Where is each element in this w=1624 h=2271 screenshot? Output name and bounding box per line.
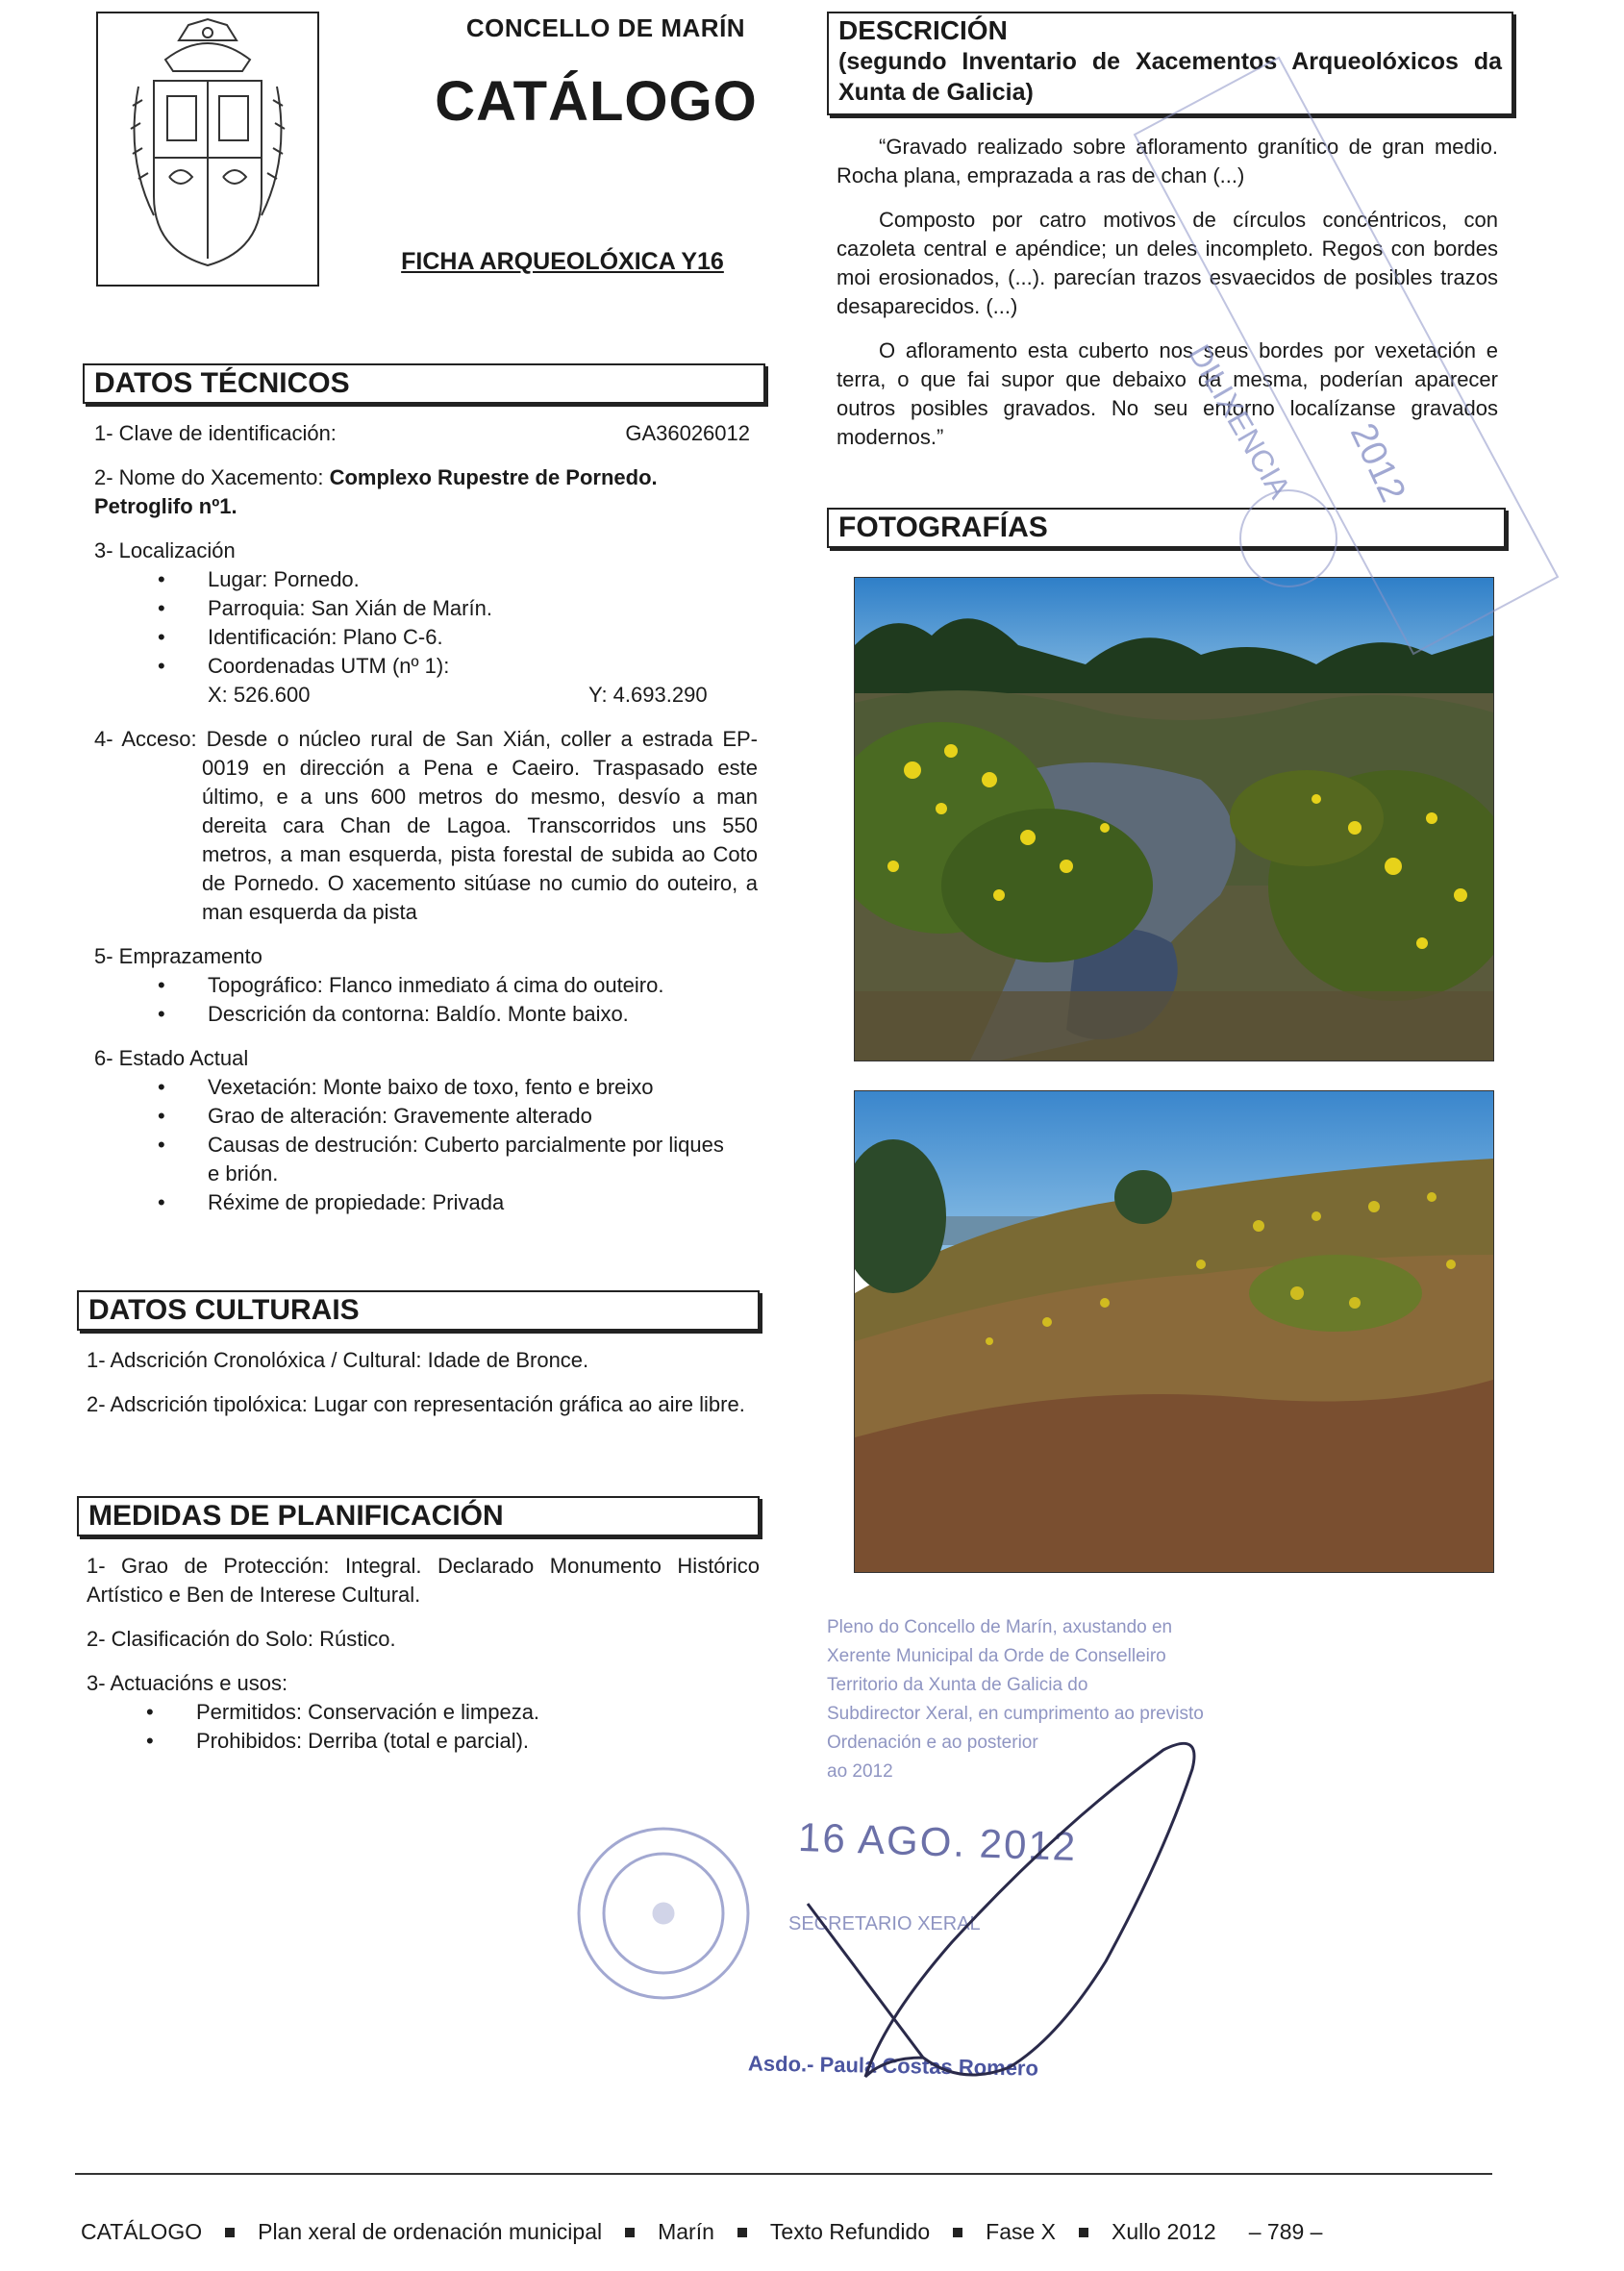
footer-item-marin: Marín: [658, 2219, 714, 2244]
footer-item-texto: Texto Refundido: [769, 2219, 931, 2244]
nome-value: Complexo Rupestre de Pornedo. Petroglifo nº1.: [94, 465, 658, 518]
descricion-heading: DESCRICIÓN: [838, 15, 1008, 45]
footer-item-catalogo: CATÁLOGO: [81, 2219, 203, 2244]
coordenadas: • Coordenadas UTM (nº 1):: [208, 652, 758, 681]
parroquia: • Parroquia: San Xián de Marín.: [208, 594, 758, 623]
stamp-secretario: SECRETARIO XERAL: [788, 1913, 981, 1934]
municipal-crest: [96, 12, 319, 287]
photo-rock-outcrop: [854, 577, 1494, 1061]
section-datos-culturais: DATOS CULTURAIS: [77, 1290, 760, 1331]
footer-separator-icon: [953, 2228, 962, 2237]
footer-item-plan: Plan xeral de ordenación municipal: [258, 2219, 603, 2244]
contorna: • Descrición da contorna: Baldío. Monte baixo.: [208, 1000, 758, 1029]
approval-stamp-text: [827, 1613, 1288, 1786]
estado-label: 6- Estado Actual: [94, 1046, 249, 1070]
footer-item-fase: Fase X: [986, 2219, 1057, 2244]
stamp-line-3: Territorio da Xunta de Galicia do: [827, 1675, 1088, 1695]
acceso-text: 4- Acceso: Desde o núcleo rural de San Xián, coller a estrada EP-0019 en dirección a Pena e Caeiro. Traspasado este último, e a uns 600 metros do mesmo, desvío a man dereita cara Chan de Lagoa. Transcorridos uns 550 metros, a man esquerda, pista forestal de subida ao Coto de Pornedo. O xacemento sitúase no cumio do outeiro, a man esquerda da pista: [94, 727, 758, 924]
datos-culturais-body: [87, 1346, 760, 1435]
coord-y: Y: 4.693.290: [588, 683, 708, 707]
clave-value: GA36026012: [625, 421, 750, 445]
identificacion: • Identificación: Plano C-6.: [208, 623, 758, 652]
descricion-p3: O afloramento esta cuberto nos seus bordes por vexetación e terra, o que fai supor que debaixo da mesma, poderían aparecer outros posibles gravados. No seu entorno localízanse gravados modernos.”: [837, 338, 1498, 449]
localizacion-label: 3- Localización: [94, 538, 236, 562]
datos-tecnicos-body: [94, 419, 758, 1217]
descricion-body: [837, 133, 1498, 467]
stamp-line-2: Xerente Municipal da Orde de Conselleiro: [827, 1646, 1166, 1666]
page-footer: [81, 2219, 1504, 2245]
grao-proteccion: 1- Grao de Protección: Integral. Declarado Monumento Histórico Artístico e Ben de Interese Cultural.: [87, 1554, 760, 1607]
round-seal-icon: [579, 1829, 748, 1998]
propiedade: • Réxime de propiedade: Privada: [208, 1188, 758, 1217]
stamp-line-4: Subdirector Xeral, en cumprimento ao previsto: [827, 1704, 1204, 1724]
vexetacion: • Vexetación: Monte baixo de toxo, fento e breixo: [208, 1073, 758, 1102]
footer-item-date: Xullo 2012: [1112, 2219, 1216, 2244]
lugar: • Lugar: Pornedo.: [208, 565, 758, 594]
prohibidos: • Prohibidos: Derriba (total e parcial).: [196, 1727, 760, 1756]
coord-x: X: 526.600: [208, 683, 311, 707]
descricion-p1: “Gravado realizado sobre afloramento granítico de gran medio. Rocha plana, emprazada a ras de chan (...): [837, 135, 1498, 187]
stamp-date: 16 AGO. 2012: [797, 1813, 1078, 1870]
stamp-signer: Asdo.- Paula Costas Romero: [747, 2051, 1039, 2081]
record-subtitle: FICHA ARQUEOLÓXICA Y16: [401, 248, 724, 275]
organization-name: CONCELLO DE MARÍN: [465, 13, 746, 42]
alteracion: • Grao de alteración: Gravemente alterado: [208, 1102, 758, 1131]
footer-separator-icon: [737, 2228, 747, 2237]
adscricion-tipoloxica: 2- Adscrición tipolóxica: Lugar con representación gráfica ao aire libre.: [87, 1392, 745, 1416]
footer-separator-icon: [625, 2228, 635, 2237]
section-fotografias: FOTOGRAFÍAS: [827, 508, 1506, 548]
causas: • Causas de destrución: Cuberto parcialmente por liques e brión.: [208, 1131, 758, 1188]
actuacions-label: 3- Actuacións e usos:: [87, 1671, 288, 1695]
clave-label: 1- Clave de identificación:: [94, 421, 337, 445]
footer-separator-icon: [225, 2228, 235, 2237]
nome-label: 2- Nome do Xacemento:: [94, 465, 324, 489]
crest-shield-icon: [98, 13, 317, 285]
section-descricion: [827, 12, 1513, 115]
descricion-p2: Composto por catro motivos de círculos concéntricos, con cazoleta central e apéndice; un deles incompleto. Regos con bordes moi erosionados, (...). parecían trazos esvaecidos de posibles trazos desaparecidos. (...): [837, 208, 1498, 318]
emprazamento-label: 5- Emprazamento: [94, 944, 262, 968]
clasificacion-solo: 2- Clasificación do Solo: Rústico.: [87, 1627, 396, 1651]
section-medidas: MEDIDAS DE PLANIFICACIÓN: [77, 1496, 760, 1536]
permitidos: • Permitidos: Conservación e limpeza.: [196, 1698, 760, 1727]
topografico: • Topográfico: Flanco inmediato á cima do outeiro.: [208, 971, 758, 1000]
section-datos-tecnicos: DATOS TÉCNICOS: [83, 363, 765, 404]
document-title: CATÁLOGO: [435, 70, 758, 133]
stamp-diagonal-year: 2012: [1341, 417, 1413, 509]
medidas-body: [87, 1552, 760, 1756]
stamp-line-5: Ordenación e ao posterior: [827, 1733, 1038, 1753]
photo-hillside: [854, 1090, 1494, 1573]
stamp-line-6: ao 2012: [827, 1761, 893, 1782]
footer-rule: [75, 2173, 1492, 2175]
stamp-diagonal-text: DILIXENCIA: [1182, 338, 1298, 505]
adscricion-cronoloxica: 1- Adscrición Cronolóxica / Cultural: Idade de Bronce.: [87, 1348, 589, 1372]
descricion-subheading: (segundo Inventario de Xacementos Arqueolóxicos da Xunta de Galicia): [838, 48, 1502, 106]
footer-separator-icon: [1079, 2228, 1088, 2237]
stamp-line-1: Pleno do Concello de Marín, axustando en: [827, 1617, 1173, 1637]
page-number: – 789 –: [1248, 2219, 1323, 2244]
